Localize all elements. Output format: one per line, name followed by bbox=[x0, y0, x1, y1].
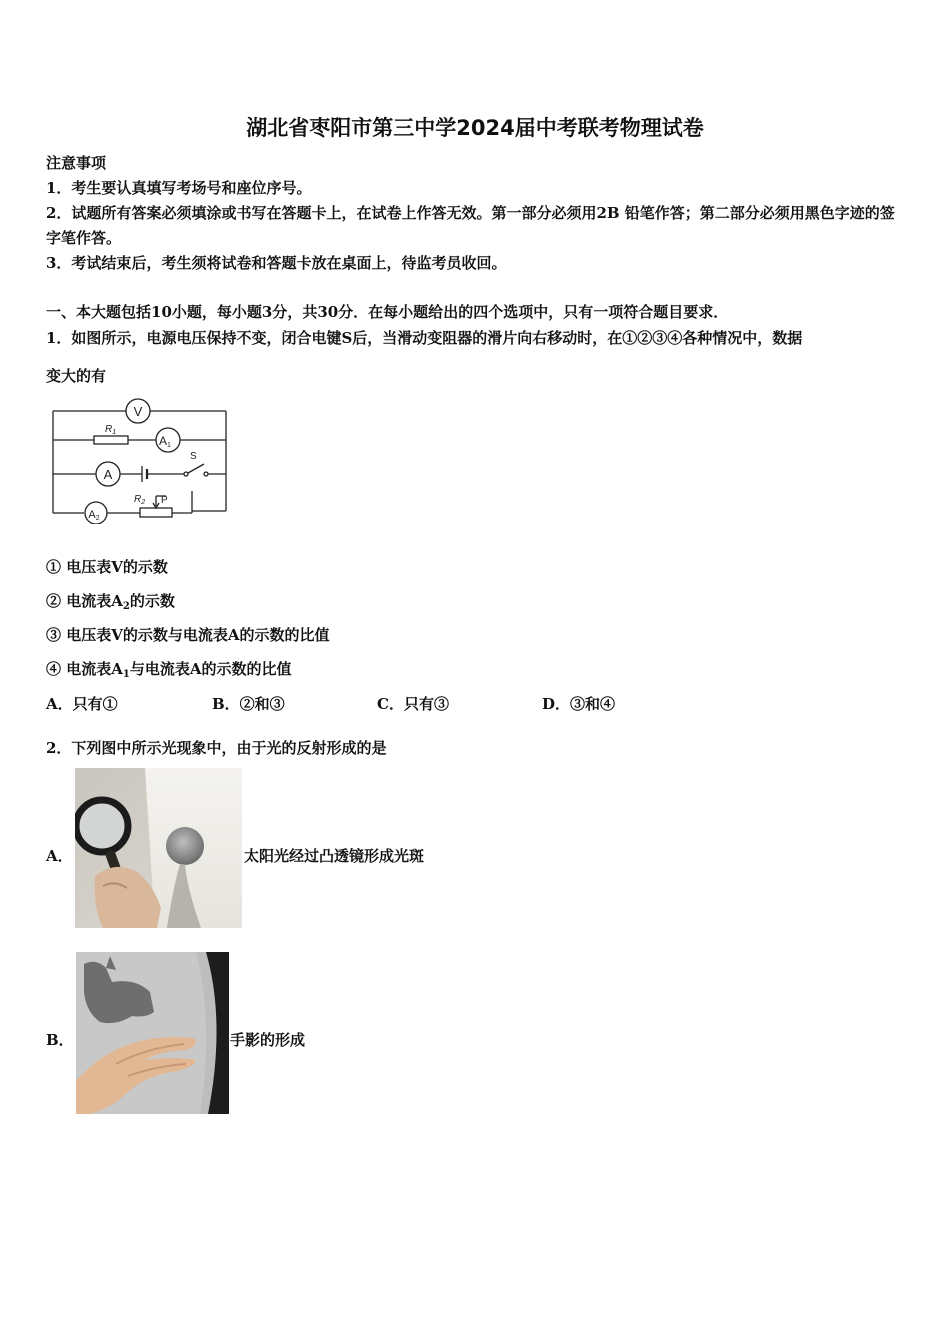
q1-statement-3: ③ 电压表V的示数与电流表A的示数的比值 bbox=[46, 626, 330, 644]
q1-statement-1: ① 电压表V的示数 bbox=[46, 558, 168, 576]
resistor-r1 bbox=[94, 436, 128, 444]
svg-text:S: S bbox=[190, 451, 197, 462]
switch-contact bbox=[184, 472, 188, 476]
page-title: 湖北省枣阳市第三中学2024届中考联考物理试卷 bbox=[246, 116, 704, 140]
svg-text:A1: A1 bbox=[159, 434, 171, 449]
q2-option-a-text: 太阳光经过凸透镜形成光斑 bbox=[244, 847, 425, 865]
q2-option-a-label[interactable]: A． bbox=[46, 847, 73, 865]
q1-choice-a[interactable]: A．只有① bbox=[46, 695, 118, 713]
svg-text:R1: $R_1$ bbox=[105, 424, 117, 436]
note-item-1: 1．考生要认真填写考场号和座位序号。 bbox=[46, 179, 312, 197]
note-item-3: 3．考试结束后，考生须将试卷和答题卡放在桌面上，待监考员收回。 bbox=[46, 254, 507, 272]
svg-text:A: A bbox=[103, 467, 113, 482]
rheostat-r2 bbox=[140, 508, 172, 517]
note-item-2: 2．试题所有答案必须填涂或书写在答题卡上，在试卷上作答无效。第一部分必须用2B 铅笔作答；第二部分必须用黑色字迹的签字笔作答。 bbox=[46, 204, 895, 247]
q1-choice-b[interactable]: B．②和③ bbox=[212, 695, 285, 713]
q1-stem-line2: 变大的有 bbox=[46, 367, 107, 385]
svg-text:A2: A2 bbox=[88, 509, 100, 522]
svg-text:P: P bbox=[161, 495, 168, 506]
q1-choice-d[interactable]: D．③和④ bbox=[542, 695, 616, 713]
magnifier-photo bbox=[75, 768, 242, 928]
q2-option-b-label[interactable]: B． bbox=[46, 1031, 74, 1049]
q1-statement-2: ② 电流表$A_2$的示数 bbox=[46, 592, 175, 612]
switch-s bbox=[188, 464, 204, 473]
svg-text:R2: $R_2$ bbox=[134, 494, 146, 506]
circuit-diagram bbox=[48, 396, 232, 524]
notes-heading: 注意事项 bbox=[46, 154, 107, 172]
svg-text:V: V bbox=[133, 404, 143, 419]
q2-option-b-text: 手影的形成 bbox=[230, 1031, 306, 1049]
q2-stem: 2．下列图中所示光现象中，由于光的反射形成的是 bbox=[46, 739, 387, 757]
section-heading: 一、本大题包括10小题，每小题3分，共30分．在每小题给出的四个选项中，只有一项符合题目要求． bbox=[46, 303, 729, 321]
q1-statement-4: ④ 电流表$A_1$与电流表A的示数的比值 bbox=[46, 660, 292, 680]
q1-stem-line1: 1．如图所示，电源电压保持不变，闭合电键S后，当滑动变阻器的滑片向右移动时，在①②③④各种情况中，数据 bbox=[46, 329, 803, 347]
q1-choice-c[interactable]: C．只有③ bbox=[377, 695, 449, 713]
hand-shadow-photo bbox=[76, 952, 229, 1114]
